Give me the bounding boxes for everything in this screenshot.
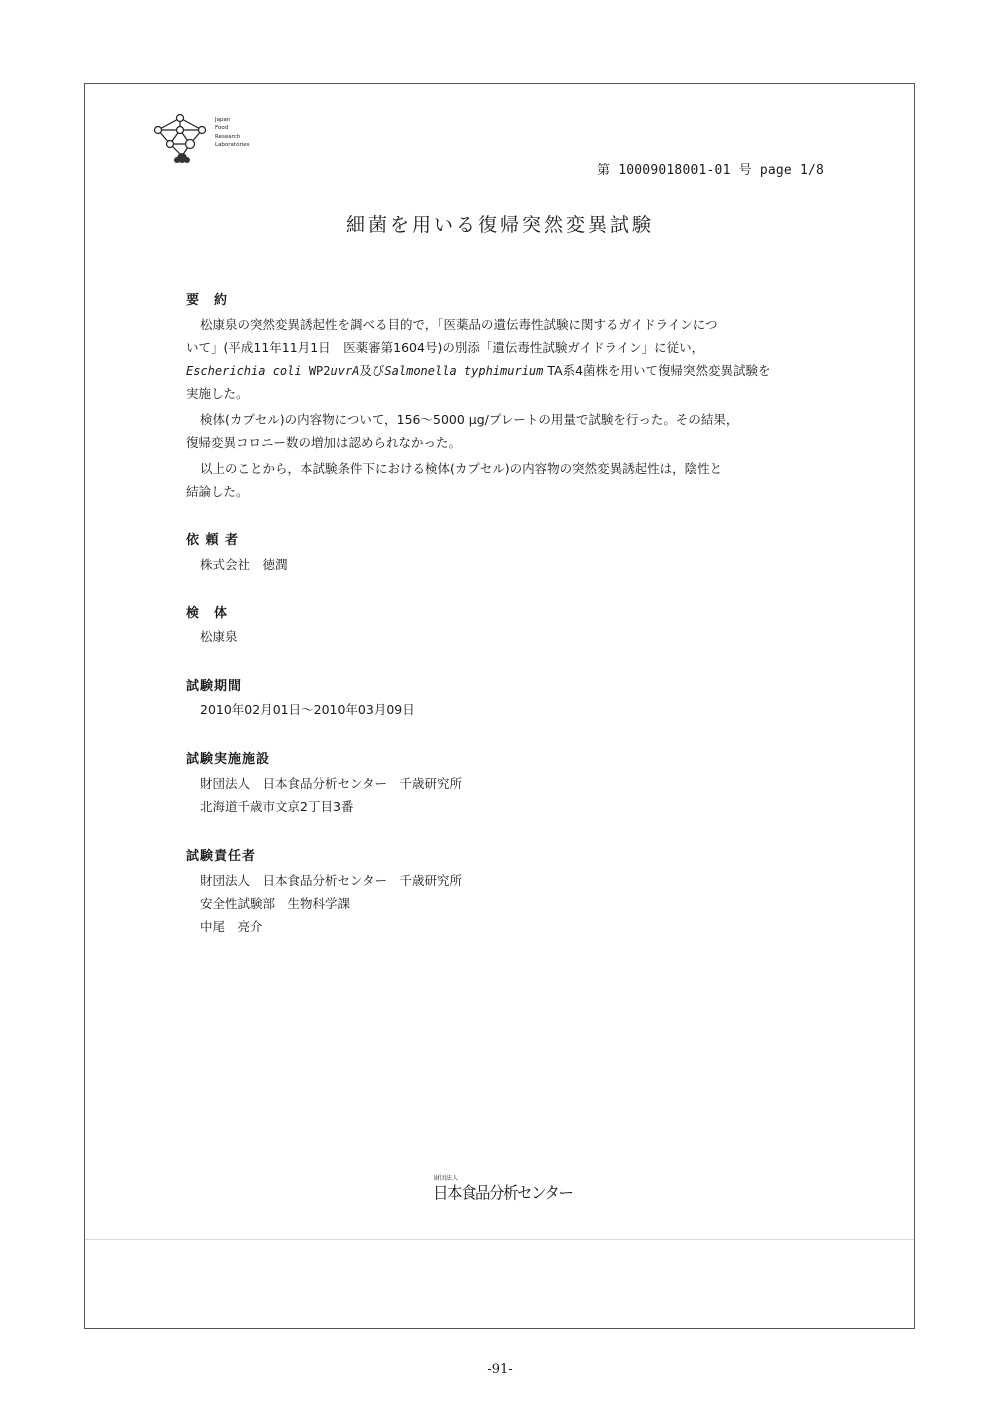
document-title: 細菌を用いる復帰突然変異試験 xyxy=(345,214,654,236)
summary-text: TA系4菌株を用いて復帰突然変異試験を xyxy=(543,363,771,378)
org-type: 財団法人 xyxy=(434,1175,459,1182)
sample-heading: 検 体 xyxy=(186,606,229,621)
summary-line: 実施した。 xyxy=(186,386,249,401)
logo-line: Research xyxy=(215,133,241,140)
summary-line: 以上のことから，本試験条件下における検体(カプセル)の内容物の突然変異誘起性は，陰性と xyxy=(200,461,723,476)
period-heading: 試験期間 xyxy=(186,679,243,694)
sponsor-value: 株式会社 徳潤 xyxy=(200,557,288,572)
sponsor-heading: 依 頼 者 xyxy=(186,533,240,548)
species-name: Salmonella typhimurium xyxy=(384,364,544,378)
document-number: 第 10009018001-01 号 page 1/8 xyxy=(597,163,825,178)
facility-line: 北海道千歳市文京2丁目3番 xyxy=(200,799,354,814)
conjunction: 及び xyxy=(359,363,385,378)
summary-line: 検体(カプセル)の内容物について，156～5000 μg/プレートの用量で試験を行った。その結果， xyxy=(200,412,739,427)
summary-heading: 要 約 xyxy=(186,293,229,308)
sample-value: 松康泉 xyxy=(200,629,238,644)
director-line: 中尾 亮介 xyxy=(200,919,263,934)
logo-line: Japan xyxy=(215,117,231,123)
summary-line: 松康泉の突然変異誘起性を調べる目的で，「医薬品の遺伝毒性試験に関するガイドラインにつ xyxy=(200,317,718,332)
logo-line: Laboratories xyxy=(215,141,250,148)
logo-line: Food xyxy=(215,125,229,132)
summary-line: 復帰変異コロニー数の増加は認められなかった。 xyxy=(186,435,462,450)
director-line: 財団法人 日本食品分析センター 千歳研究所 xyxy=(200,873,463,888)
logo-text xyxy=(215,116,249,149)
page-number: -91- xyxy=(487,1362,513,1377)
species-name: Escherichia coli xyxy=(186,364,302,378)
summary-line: いて」(平成11年11月1日 医薬審第1604号)の別添「遺伝毒性試験ガイドライン」に従い， xyxy=(186,340,705,355)
period-value: 2010年02月01日～2010年03月09日 xyxy=(200,702,415,717)
director-heading: 試験責任者 xyxy=(186,849,257,864)
strain-name: WP2 xyxy=(301,364,331,378)
strain-suffix: uvrA xyxy=(330,364,360,378)
director-line: 安全性試験部 生物科学課 xyxy=(200,896,351,911)
footer-divider xyxy=(85,1239,914,1240)
summary-line xyxy=(186,361,771,379)
summary-line: 結論した。 xyxy=(186,484,249,499)
facility-heading: 試験実施施設 xyxy=(186,752,271,767)
facility-line: 財団法人 日本食品分析センター 千歳研究所 xyxy=(200,776,463,791)
org-name: 日本食品分析センター xyxy=(433,1183,573,1203)
